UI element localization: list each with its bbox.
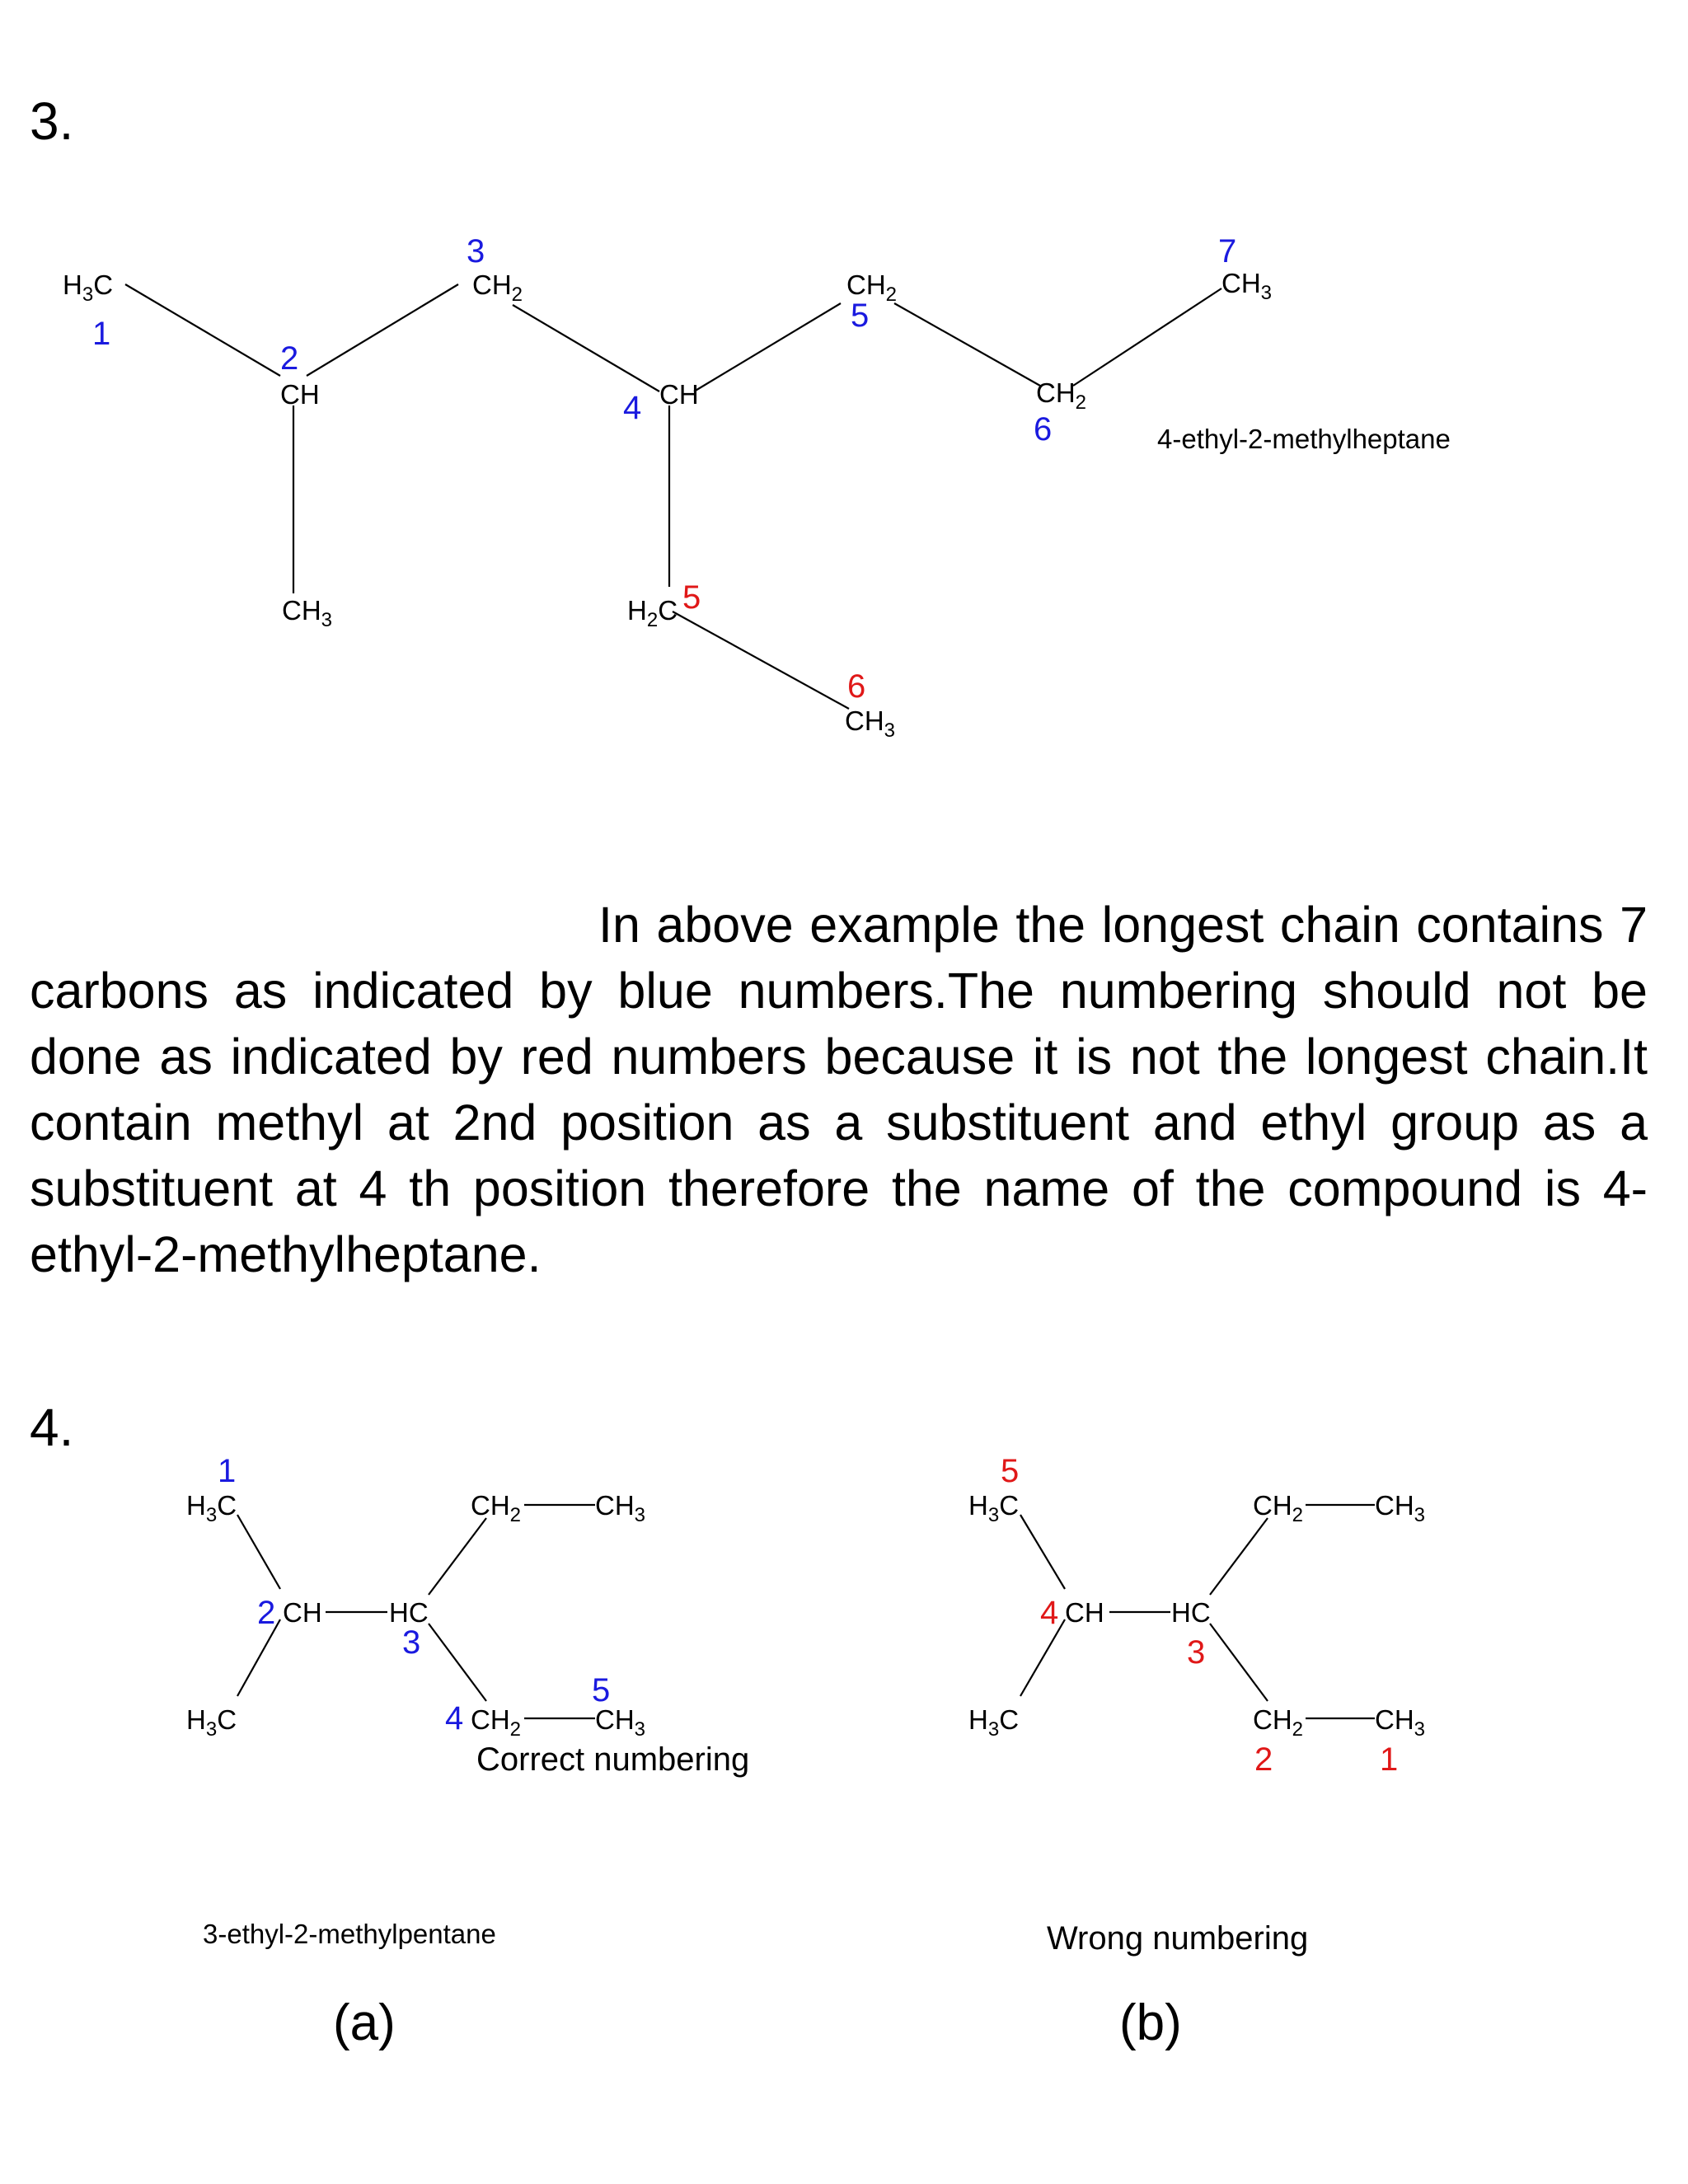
correct-numbering-caption: Correct numbering [476,1741,750,1778]
blue-number: 2 [280,340,299,377]
blue-number: 3 [467,233,485,269]
blue-number: 4 [445,1700,464,1736]
atom-h2c: $H_2C$ [627,595,678,631]
label-a: (a) [333,1994,396,2051]
blue-number: 6 [1034,411,1053,448]
red-number: 2 [1254,1741,1273,1778]
atom-ch2: $CH_2$ [1253,1490,1304,1526]
atom-ch2: $CH_2$ [846,269,898,306]
blue-number: 4 [623,390,642,426]
wrong-numbering-caption: Wrong numbering [1047,1920,1309,1957]
atom-ch2: $CH_2$ [471,1490,522,1526]
blue-number: 1 [218,1453,237,1489]
atom-ch2: $CH_2$ [472,269,523,306]
red-number: 5 [1001,1453,1020,1489]
atom-ch3: $CH_3$ [1375,1704,1426,1741]
blue-number: 5 [592,1672,611,1708]
section-4-number: 4. [30,1398,74,1457]
atom-hc: HC [1171,1597,1211,1628]
red-number: 6 [847,668,866,705]
compound-name: 4-ethyl-2-methylheptane [1157,424,1451,454]
atom-hc: HC [389,1597,429,1628]
label-b: (b) [1119,1994,1182,2051]
atom-h3c: $H_3C$ [968,1490,1020,1526]
red-number: 4 [1040,1595,1059,1631]
atom-ch3: $CH_3$ [595,1704,646,1741]
bond-c4-c5 [694,303,841,391]
atom-ch3: $CH_3$ [595,1490,646,1526]
atom-ch3: $CH_3$ [1221,268,1273,304]
atom-ch: CH [1065,1597,1104,1628]
compound-name: 3-ethyl-2-methylpentane [203,1919,496,1949]
atom-ch2: $CH_2$ [1036,377,1087,414]
red-number: 1 [1380,1741,1399,1778]
red-number: 5 [682,579,701,616]
structure-4b [968,1453,1425,2051]
atom-h3c: $H_3C$ [968,1704,1020,1741]
atom-ch3: $CH_3$ [845,705,896,742]
structure-3 [63,233,1451,742]
bond [237,1515,280,1589]
atom-h3c: $H_3C$ [186,1704,237,1741]
bond-c5-c6 [894,303,1040,386]
atom-ch: CH [283,1597,322,1628]
structure-4a [186,1453,749,2051]
blue-number: 3 [402,1624,421,1661]
bond [1020,1515,1065,1589]
bond [1210,1518,1268,1595]
atom-ch2: $CH_2$ [471,1704,522,1741]
bond-c1-c2 [125,284,280,376]
atom-ch3: $CH_3$ [282,595,333,631]
bond [429,1624,486,1701]
atom-ch2: $CH_2$ [1253,1704,1304,1741]
atom-ch: CH [659,379,699,410]
atom-ch: CH [280,379,320,410]
blue-number: 1 [92,316,111,352]
atom-h3c: $H_3C$ [186,1490,237,1526]
blue-number: 2 [257,1595,276,1631]
explanation-paragraph [30,892,1648,1287]
atom-h3c: $H_3C$ [63,269,114,306]
blue-number: 5 [851,298,870,334]
explanation-text: In above example the longest chain contains 7 carbons as indicated by blue numbers.The numbering should not be done as indicated by red numbers because it is not the longest chain.It contain methyl at 2nd position as a substituent and ethyl group as a substituent at 4 th position therefore the name of the compound is 4-ethyl-2-methylheptane. [30,897,1648,1282]
bond [1210,1624,1268,1701]
bond [429,1518,486,1595]
bond-ethyl [673,612,849,709]
bond-c6-c7 [1073,288,1221,386]
atom-ch3: $CH_3$ [1375,1490,1426,1526]
red-number: 3 [1187,1634,1206,1671]
blue-number: 7 [1218,233,1237,269]
bond-c2-c3 [307,284,458,376]
bond-c3-c4 [513,305,659,391]
section-3-number: 3. [30,91,74,151]
